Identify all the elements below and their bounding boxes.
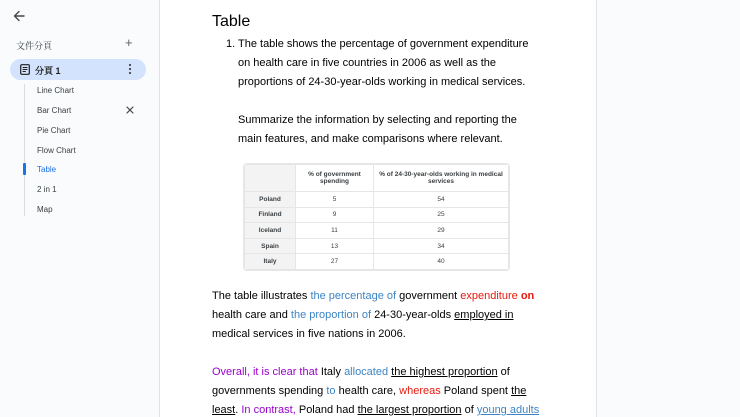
outline-item-2-in-1[interactable]: 2 in 1 <box>37 185 57 194</box>
table-cell-value: 13 <box>296 238 374 254</box>
table-cell-value: 9 <box>296 207 374 223</box>
task-line: proportions of 24-30-year-olds working in medical services. <box>238 76 526 88</box>
task-line: main features, and make comparisons where relevant. <box>238 133 503 145</box>
table-row <box>245 223 509 239</box>
document-heading: Table <box>212 13 251 30</box>
essay-line: medical services in five nations in 2006. <box>212 328 406 340</box>
table-cell-value: 27 <box>296 254 374 270</box>
table-cell-value: 54 <box>374 192 509 208</box>
table-cell-value: 25 <box>374 207 509 223</box>
table-cell-value: 5 <box>296 192 374 208</box>
outline-item-map[interactable]: Map <box>37 205 53 214</box>
table-cell-country: Finland <box>245 207 296 223</box>
data-table <box>244 164 509 270</box>
outline-item-flow-chart[interactable]: Flow Chart <box>37 146 76 155</box>
close-icon[interactable] <box>124 104 136 116</box>
outline-tree-line <box>24 84 25 216</box>
table-cell-value: 11 <box>296 223 374 239</box>
task-line: Summarize the information by selecting and reporting the <box>238 114 517 126</box>
document-page[interactable] <box>159 0 597 417</box>
table-cell-country: Poland <box>245 192 296 208</box>
table-cell-country: Italy <box>245 254 296 270</box>
outline-item-pie-chart[interactable]: Pie Chart <box>37 126 71 135</box>
active-outline-indicator <box>23 163 26 175</box>
add-icon[interactable]: + <box>125 35 133 50</box>
back-arrow-icon[interactable] <box>11 8 27 24</box>
essay-line: The table illustrates the percentage of government expenditure on <box>212 290 535 302</box>
table-cell-value: 34 <box>374 238 509 254</box>
task-number: 1. <box>226 38 236 50</box>
table-cell-value: 40 <box>374 254 509 270</box>
outline-item-line-chart[interactable]: Line Chart <box>37 86 74 95</box>
task-line: on health care in five countries in 2006 as well as the <box>238 57 497 69</box>
table-cell-country: Iceland <box>245 223 296 239</box>
document-icon <box>20 64 30 75</box>
table-corner-cell <box>245 165 296 192</box>
outline-item-table[interactable]: Table <box>37 165 57 174</box>
sidebar <box>0 0 158 417</box>
outline-item-bar-chart[interactable]: Bar Chart <box>37 106 72 115</box>
essay-line: least. In contrast, Poland had the largest proportion of young adults <box>212 404 540 416</box>
tab-item-1[interactable] <box>10 59 146 80</box>
essay-line: health care and the proportion of 24-30-year-olds employed in <box>212 309 514 321</box>
document-tabs-title: 文件分頁 <box>16 41 53 51</box>
table-header-spending: % of government spending <box>296 165 374 192</box>
data-table-image <box>243 163 510 271</box>
table-header-workers: % of 24-30-year-olds working in medical services <box>374 165 509 192</box>
task-line: The table shows the percentage of government expenditure <box>238 38 529 50</box>
essay-line: governments spending to health care, whereas Poland spent the <box>212 385 527 397</box>
table-cell-value: 29 <box>374 223 509 239</box>
table-row <box>245 238 509 254</box>
table-cell-country: Spain <box>245 238 296 254</box>
essay-line: Overall, it is clear that Italy allocated the highest proportion of <box>212 366 510 378</box>
tab-label: 分頁 1 <box>35 66 61 76</box>
more-vert-icon[interactable] <box>126 61 134 77</box>
table-row <box>245 192 509 208</box>
table-row <box>245 254 509 270</box>
table-row <box>245 207 509 223</box>
